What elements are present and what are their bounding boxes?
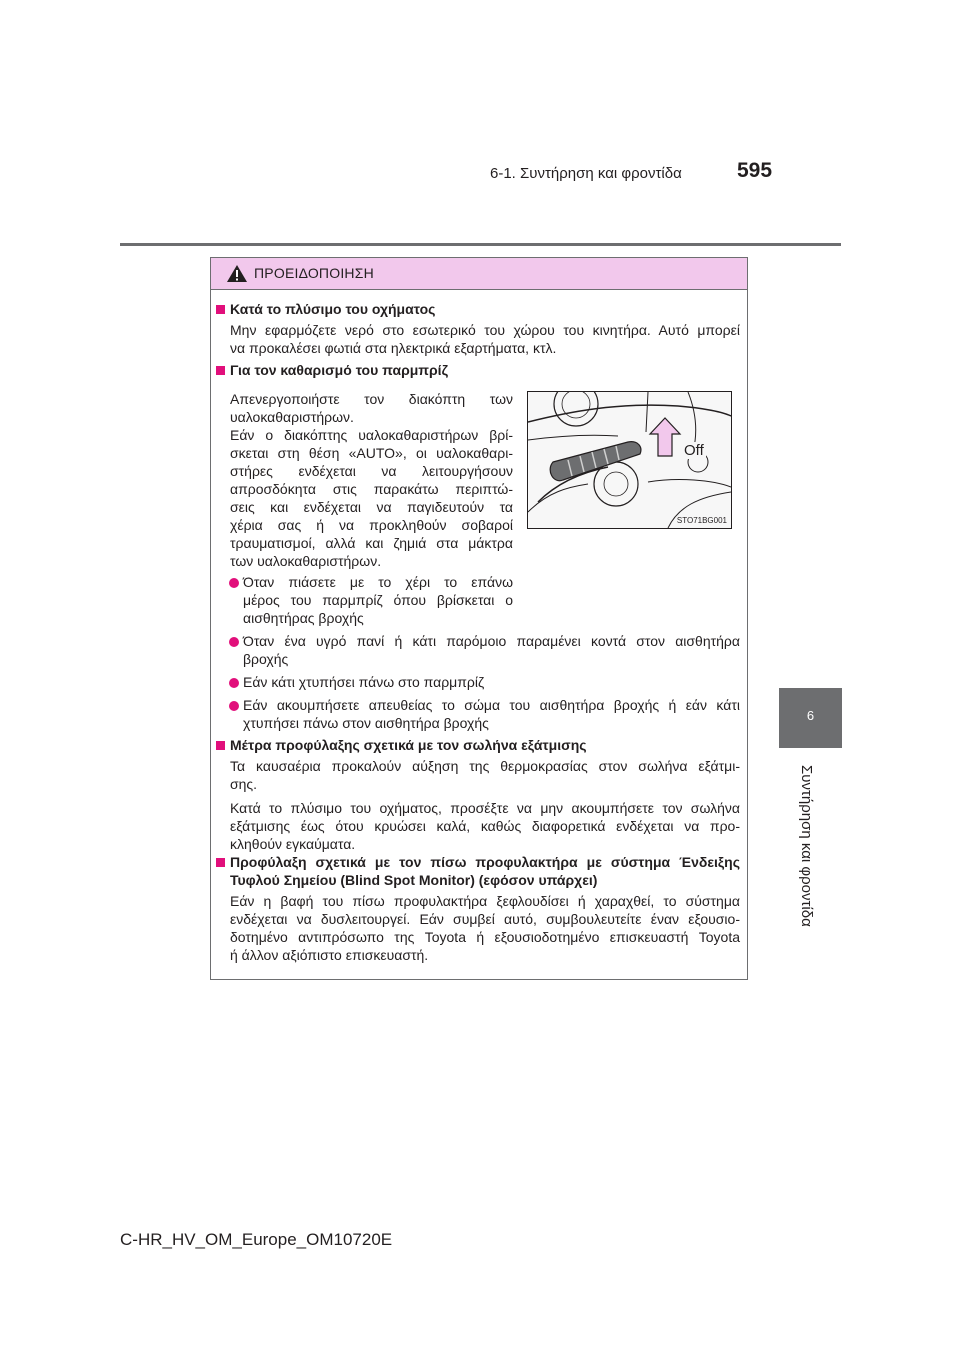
paragraph-line: στήρες ενδέχεται να λειτουργήσουν	[230, 463, 513, 479]
section-marker	[216, 366, 225, 375]
bullet-dot	[229, 678, 239, 688]
paragraph-line: Τα καυσαέρια προκαλούν αύξηση της θερμοκρασίας στον σωλήνα εξάτμι-	[230, 758, 740, 774]
paragraph-line: ενδέχεται να δυσλειτουργεί. Εάν συμβεί αυτό, συμβουλευτείτε έναν εξουσιο-	[230, 911, 740, 927]
chapter-label: Συντήρηση και φροντίδα	[798, 765, 815, 927]
paragraph-line: σκεται στη θέση «AUTO», οι υαλοκαθαρι-	[230, 445, 513, 461]
paragraph-line: Εάν ο διακόπτης υαλοκαθαριστήρων βρί-	[230, 427, 513, 443]
paragraph-line: να προκαλέσει φωτιά στα ηλεκτρικά εξαρτήματα, κτλ.	[230, 340, 557, 356]
section-heading-windshield: Για τον καθαρισμό του παρμπρίζ	[230, 362, 449, 378]
bullet-line: χτυπήσει πάνω στον αισθητήρα βροχής	[243, 715, 489, 731]
paragraph-line: Εάν η βαφή του πίσω προφυλακτήρα ξεφλουδίσει ή χαραχθεί, το σύστημα	[230, 893, 740, 909]
paragraph-line: Κατά το πλύσιμο του οχήματος, προσέξτε να μην ακουμπήσετε τον σωλήνα	[230, 800, 740, 816]
bullet-line: μέρος του παρμπρίζ όπου βρίσκεται ο	[243, 592, 513, 608]
chapter-tab	[779, 688, 842, 748]
paragraph-line: Μην εφαρμόζετε νερό στο εσωτερικό του χώρου του κινητήρα. Αυτό μπορεί	[230, 322, 740, 338]
paragraph-line: εξάτμισης έως ότου κρυώσει καλά, καθώς διαφορετικά ενδέχεται να προ-	[230, 818, 740, 834]
page-number: 595	[737, 159, 773, 182]
paragraph-line: των υαλοκαθαριστήρων.	[230, 553, 382, 569]
bullet-dot	[229, 701, 239, 711]
paragraph-line: χέρια σας ή να προκληθούν σοβαροί	[230, 517, 513, 533]
bullet-dot	[229, 578, 239, 588]
paragraph-line: Απενεργοποιήστε τον διακόπτη των	[230, 391, 513, 407]
bullet-line: Εάν ακουμπήσετε απευθείας το σώμα του αισθητήρα βροχής ή εάν κάτι	[243, 697, 740, 713]
wiper-switch-illustration	[528, 392, 731, 528]
section-marker	[216, 858, 225, 867]
paragraph-line: τραυματισμοί, αλλά και ζημιά στα μάκτρα	[230, 535, 513, 551]
document-code: C-HR_HV_OM_Europe_OM10720E	[120, 1230, 393, 1249]
paragraph-line: απροσδόκητα στις παρακάτω περιπτώ-	[230, 481, 513, 497]
bullet-line: Όταν πιάσετε με το χέρι το επάνω	[243, 574, 513, 590]
figure-code: STO71BG001	[676, 516, 727, 525]
bullet-line: Όταν ένα υγρό πανί ή κάτι παρόμοιο παραμένει κοντά στον αισθητήρα	[243, 633, 740, 649]
figure-label-off: Off	[684, 442, 704, 459]
warning-title: ΠΡΟΕΙΔΟΠΟΙΗΣΗ	[254, 265, 374, 281]
header-divider	[120, 243, 841, 246]
paragraph-line: υαλοκαθαριστήρων.	[230, 409, 354, 425]
wiper-switch-figure	[527, 391, 732, 529]
section-heading-exhaust: Μέτρα προφύλαξης σχετικά με τον σωλήνα εξάτμισης	[230, 737, 587, 753]
bullet-line: Εάν κάτι χτυπήσει πάνω στο παρμπρίζ	[243, 674, 485, 690]
paragraph-line: σης.	[230, 776, 258, 792]
bullet-dot	[229, 637, 239, 647]
paragraph-line: κληθούν εγκαύματα.	[230, 836, 356, 852]
warning-header	[211, 258, 747, 290]
bullet-line: αισθητήρας βροχής	[243, 610, 364, 626]
section-heading-blind-spot: Προφύλαξη σχετικά με τον πίσω προφυλακτήρα με σύστημα Ένδειξης	[230, 854, 740, 870]
chapter-number: 6	[806, 708, 815, 723]
section-heading-blind-spot-cont: Τυφλού Σημείου (Blind Spot Monitor) (εφόσον υπάρχει)	[230, 872, 598, 888]
bullet-line: βροχής	[243, 651, 289, 667]
paragraph-line: δοτημένο αντιπρόσωπο της Toyota ή εξουσιοδοτημένο επισκευαστή Toyota	[230, 929, 740, 945]
section-title: 6-1. Συντήρηση και φροντίδα	[490, 165, 682, 182]
warning-triangle-icon	[226, 264, 248, 283]
paragraph-line: ή άλλον αξιόπιστο επισκευαστή.	[230, 947, 429, 963]
section-heading-washing: Κατά το πλύσιμο του οχήματος	[230, 301, 436, 317]
paragraph-line: σεις και ενδέχεται να παγιδευτούν τα	[230, 499, 513, 515]
section-marker	[216, 741, 225, 750]
section-marker	[216, 305, 225, 314]
